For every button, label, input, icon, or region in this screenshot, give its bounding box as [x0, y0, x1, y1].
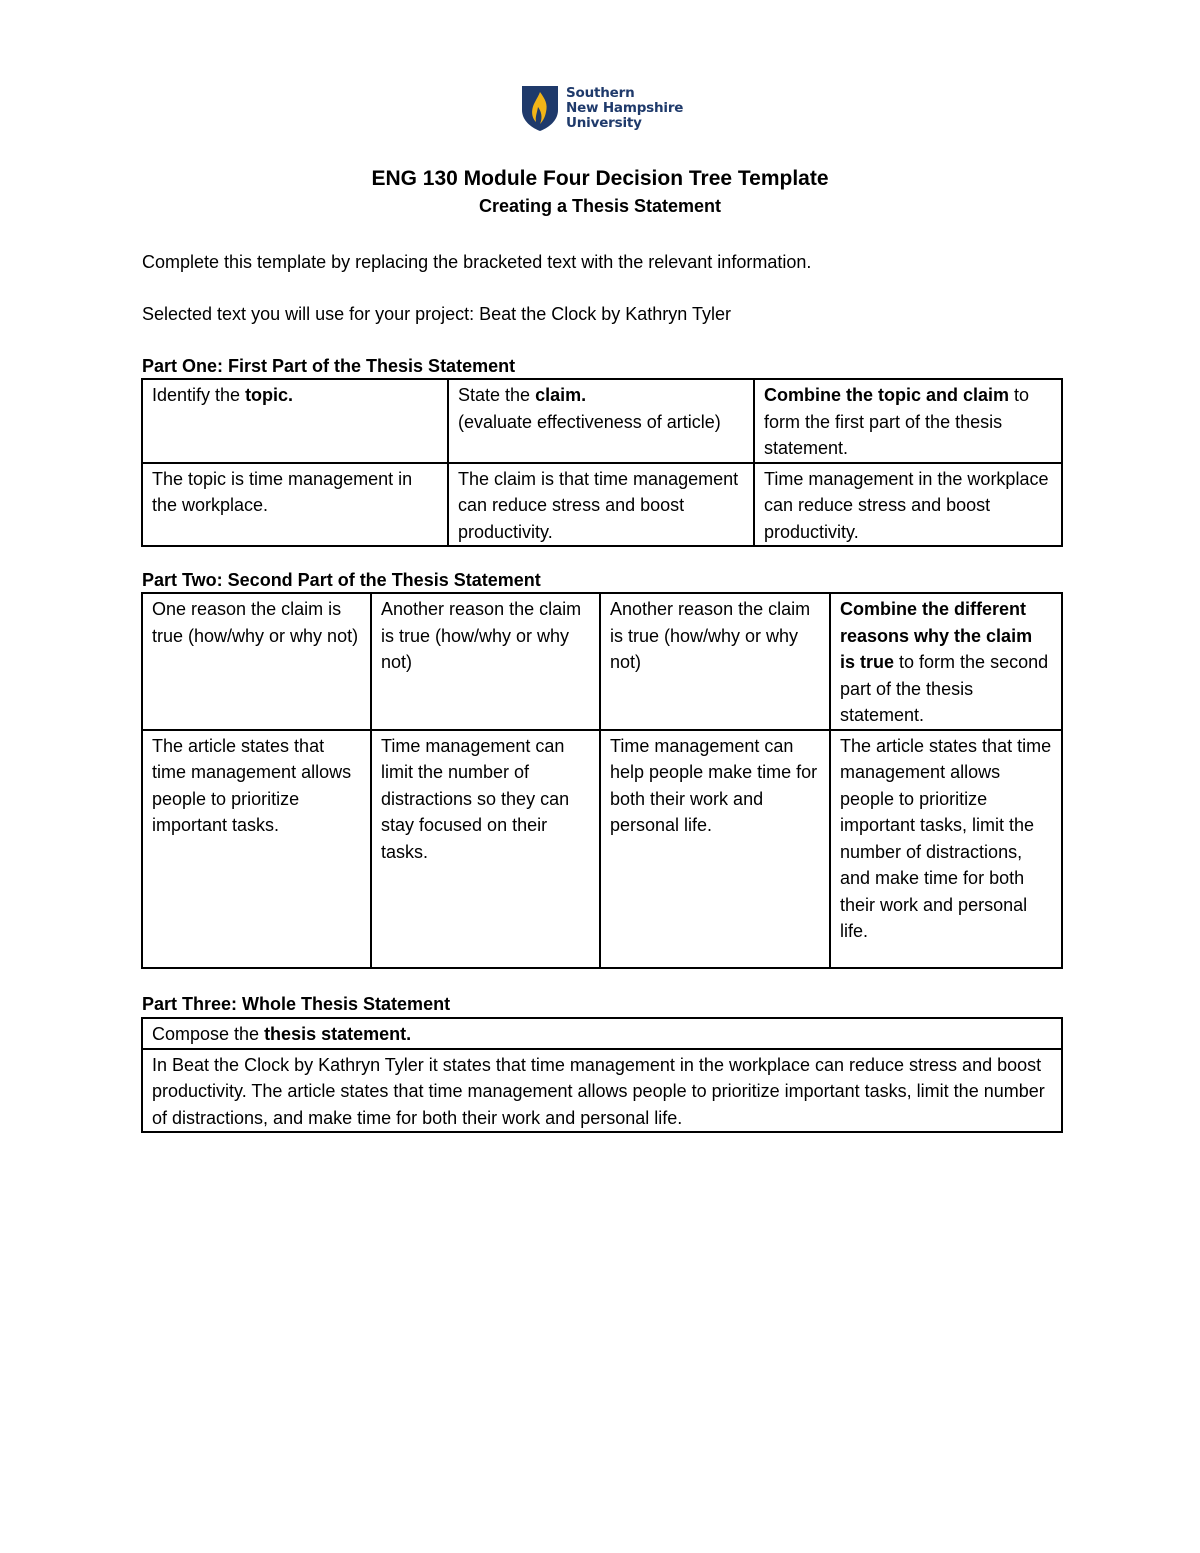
part-one-header-claim: State the claim. (evaluate effectiveness of article): [448, 379, 754, 463]
logo-line-1: Southern: [566, 85, 635, 101]
logo-wordmark: [566, 86, 683, 131]
instructions-text: Complete this template by replacing the bracketed text with the relevant information.: [142, 252, 812, 272]
part-one-header-topic: Identify the topic.: [142, 379, 448, 463]
part-one-header-combine: Combine the topic and claim to form the first part of the thesis statement.: [754, 379, 1062, 463]
part-one-topic-cell: The topic is time management in the workplace.: [142, 463, 448, 547]
part-two-header-reason-3: Another reason the claim is true (how/why or why not): [600, 593, 830, 730]
document-subtitle: Creating a Thesis Statement: [478, 196, 722, 216]
table-header-row: [142, 1018, 1062, 1049]
logo-line-2: New Hampshire: [566, 100, 684, 116]
part-two-reason-1-cell: The article states that time management allows people to prioritize important tasks.: [142, 730, 371, 968]
document-title: ENG 130 Module Four Decision Tree Template: [371, 167, 829, 190]
table-row: [142, 1049, 1062, 1133]
table-row: [142, 730, 1062, 968]
part-two-combined-cell: The article states that time management allows people to prioritize important tasks, limit the number of distractions, and make time for both their work and personal life.: [830, 730, 1062, 968]
part-three-table: [141, 1017, 1063, 1133]
part-two-header-reason-1: One reason the claim is true (how/why or why not): [142, 593, 371, 730]
part-two-header-reason-2: Another reason the claim is true (how/why or why not): [371, 593, 600, 730]
part-two-table: [141, 592, 1063, 969]
part-three-header: Compose the thesis statement.: [142, 1018, 1062, 1049]
part-three-heading: Part Three: Whole Thesis Statement: [142, 994, 451, 1014]
part-two-header-combine: Combine the different reasons why the claim is true to form the second part of the thesis statement.: [830, 593, 1062, 730]
logo-line-3: University: [566, 115, 642, 131]
table-row: [142, 463, 1062, 547]
selected-text-line: Selected text you will use for your project: Beat the Clock by Kathryn Tyler: [142, 304, 731, 324]
table-header-row: [142, 593, 1062, 730]
part-two-reason-2-cell: Time management can limit the number of distractions so they can stay focused on their tasks.: [371, 730, 600, 968]
university-logo: [520, 84, 690, 134]
part-one-table: [141, 378, 1063, 547]
table-header-row: [142, 379, 1062, 463]
part-two-reason-3-cell: Time management can help people make time for both their work and personal life.: [600, 730, 830, 968]
shield-flame-icon: [520, 84, 560, 132]
part-one-claim-cell: The claim is that time management can reduce stress and boost productivity.: [448, 463, 754, 547]
part-one-combined-cell: Time management in the workplace can reduce stress and boost productivity.: [754, 463, 1062, 547]
thesis-statement-cell: In Beat the Clock by Kathryn Tyler it states that time management in the workplace can reduce stress and boost productivity. The article states that time management allows people to prioritize important tasks, limit the number of distractions, and make time for both their work and personal life.: [142, 1049, 1062, 1133]
part-two-heading: Part Two: Second Part of the Thesis Statement: [142, 570, 541, 590]
part-one-heading: Part One: First Part of the Thesis Statement: [142, 356, 516, 376]
